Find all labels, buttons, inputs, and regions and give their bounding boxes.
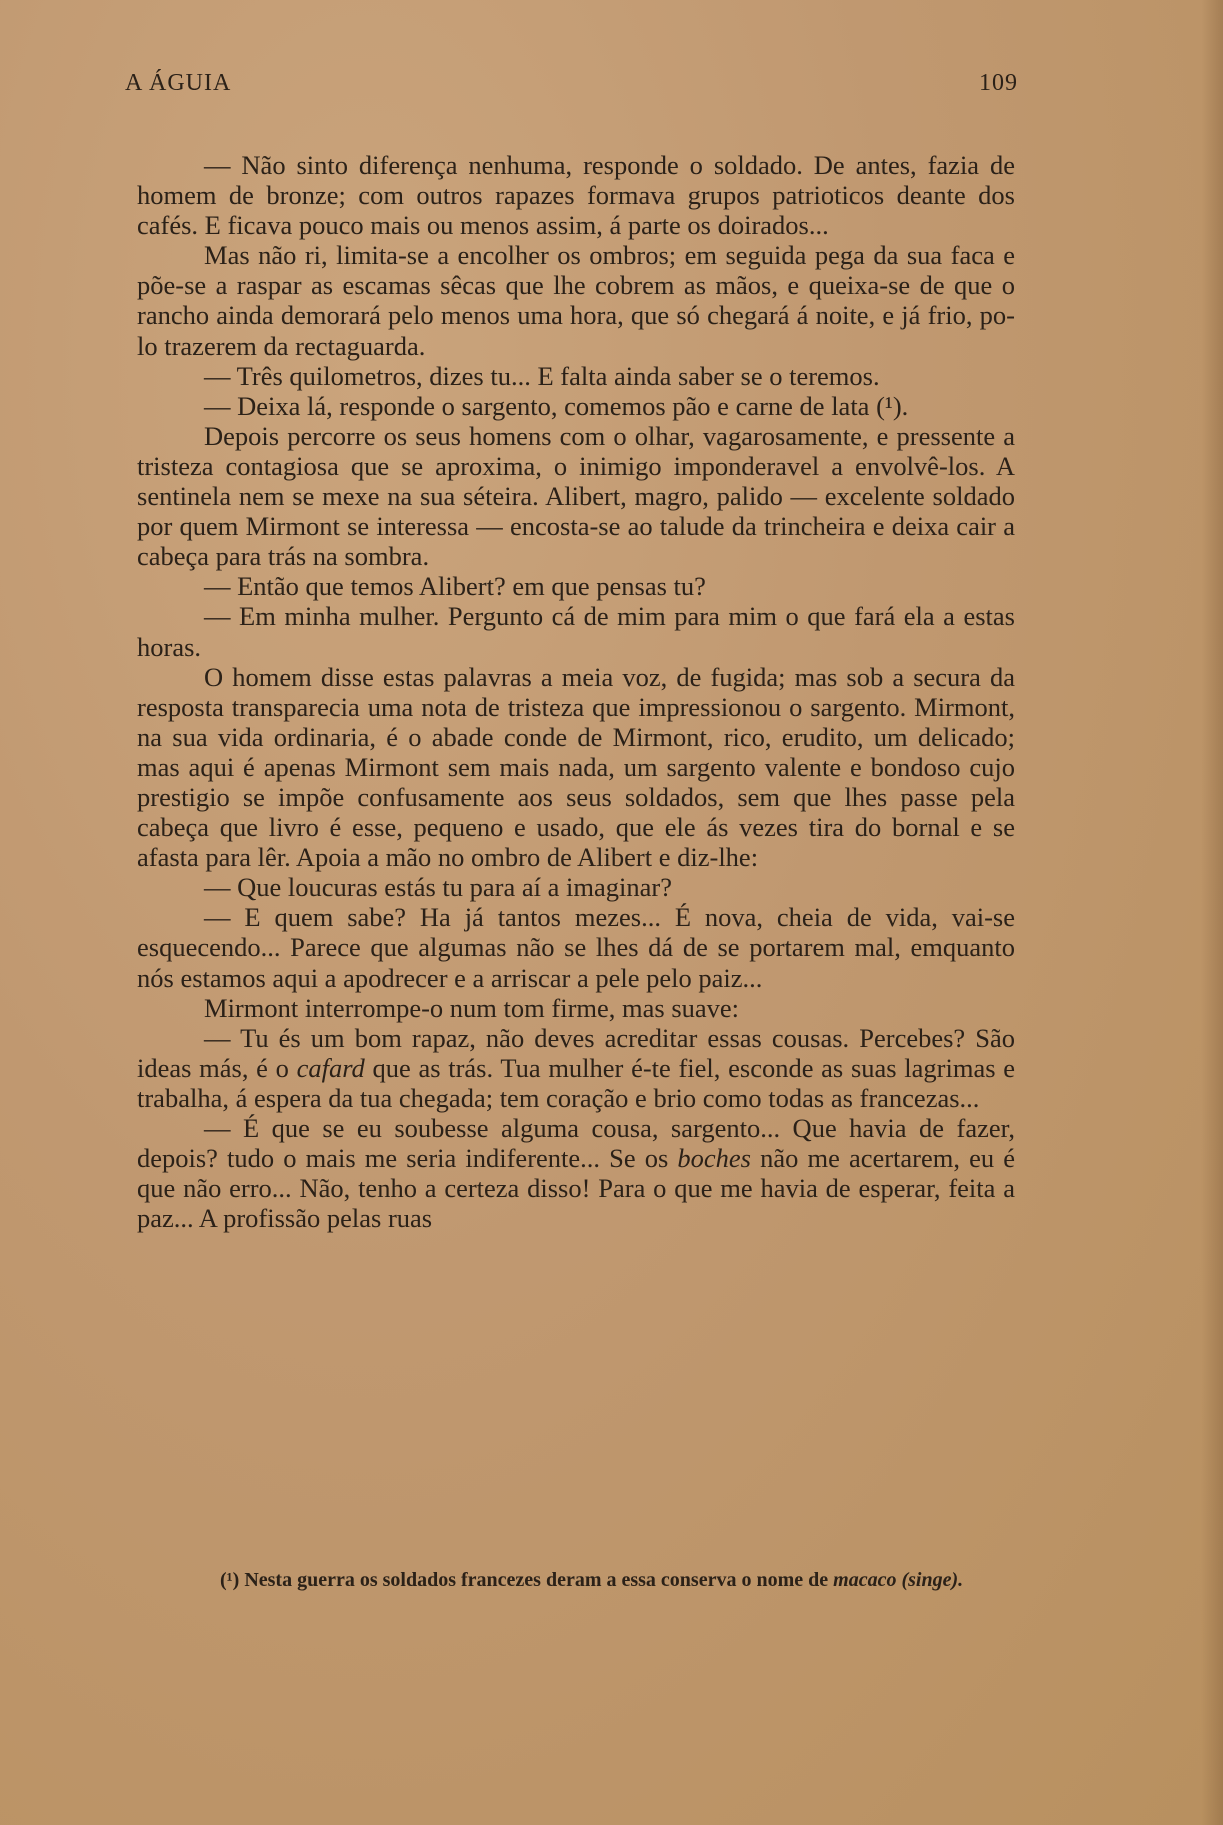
paragraph-12 bbox=[137, 1023, 1015, 1113]
body-text bbox=[137, 150, 1015, 1233]
paragraph-9: — Que loucuras estás tu para aí a imaginar? bbox=[204, 872, 672, 903]
paragraph-8: O homem disse estas palavras a meia voz, de fugida; mas sob a secura da resposta transparecia uma nota de tristeza que impressionou o sargento. Mirmont, na sua vida ordinaria, é o abade conde de Mirmont, rico, erudito, um delicado; mas aqui é apenas Mirmont sem mais nada, um sargento valente e bondoso cujo prestigio se impõe confusamente aos seus soldados, sem que lhes passe pela cabeça que livro é esse, pequeno e usado, que ele ás vezes tira do bornal e se afasta para lêr. Apoia a mão no ombro de Alibert e diz-lhe: bbox=[137, 661, 1015, 873]
paragraph-13-text-b: não me acertarem, eu é que não erro... Não, tenho a certeza disso! Para o que me havia de esperar, feita a paz... A profissão pelas ruas bbox=[137, 1143, 1015, 1234]
page-number: 109 bbox=[979, 70, 1018, 96]
paragraph-1: — Não sinto diferença nenhuma, responde o soldado. De antes, fazia de homem de bronze; com outros rapazes formava grupos patrioticos deante dos cafés. E ficava pouco mais ou menos assim, á parte os doirados... bbox=[137, 150, 1015, 241]
page-edge-shadow bbox=[1201, 0, 1223, 1825]
footnote-reference: (¹). bbox=[876, 390, 909, 421]
italic-cafard: cafard bbox=[296, 1052, 365, 1083]
paragraph-5: Depois percorre os seus homens com o olhar, vagarosamente, e pressente a tristeza contagiosa que se aproxima, o inimigo imponderavel a envolvê-los. A sentinela nem se mexe na sua séteira. Alibert, magro, palido — excelente soldado por quem Mirmont se interessa — encosta-se ao talude da trincheira e deixa cair a cabeça para trás na sombra. bbox=[137, 420, 1015, 572]
footnote-italic: macaco (singe). bbox=[833, 1569, 964, 1591]
italic-boches: boches bbox=[677, 1143, 751, 1174]
journal-title: A ÁGUIA bbox=[125, 70, 232, 96]
paragraph-7: — Em minha mulher. Pergunto cá de mim para mim o que fará ela a estas horas. bbox=[137, 601, 1015, 662]
paragraph-11: Mirmont interrompe-o num tom firme, mas suave: bbox=[204, 992, 740, 1023]
footnote-text: Nesta guerra os soldados francezes deram a essa conserva o nome de bbox=[244, 1569, 829, 1591]
footnote bbox=[140, 1568, 1022, 1593]
running-header bbox=[125, 70, 1018, 97]
paragraph-6: — Então que temos Alibert? em que pensas tu? bbox=[204, 571, 706, 602]
paragraph-13-text-a: — É que se eu soubesse alguma cousa, sargento... Que havia de fazer, depois? tudo o mais me seria indiferente... Se os bbox=[137, 1113, 1015, 1174]
paragraph-12-text-a: — Tu és um bom rapaz, não deves acreditar essas cousas. Percebes? São ideas más, é o bbox=[137, 1022, 1015, 1083]
paragraph-3: — Três quilometros, dizes tu... E falta ainda saber se o teremos. bbox=[204, 360, 880, 391]
paragraph-2: Mas não ri, limita-se a encolher os ombros; em seguida pega da sua faca e põe-se a raspar as escamas sêcas que lhe cobrem as mãos, e queixa-se de que o rancho ainda demorará pelo menos uma hora, que só chegará á noite, e já frio, po-lo trazerem da rectaguarda. bbox=[137, 240, 1015, 361]
paragraph-13 bbox=[137, 1113, 1015, 1233]
paragraph-4-text: — Deixa lá, responde o sargento, comemos pão e carne de lata bbox=[204, 390, 870, 421]
footnote-marker: (¹) bbox=[220, 1569, 240, 1591]
paragraph-4 bbox=[137, 391, 1015, 421]
paragraph-12-text-b: que as trás. Tua mulher é-te fiel, esconde as suas lagrimas e trabalha, á espera da tua chegada; tem coração e brio como todas as francezas... bbox=[137, 1052, 1015, 1113]
paragraph-10: — E quem sabe? Ha já tantos mezes... É nova, cheia de vida, vai-se esquecendo... Parece que algumas não se lhes dá de se portarem mal, emquanto nós estamos aqui a apodrecer e a arriscar a pele pelo paiz... bbox=[137, 902, 1015, 993]
